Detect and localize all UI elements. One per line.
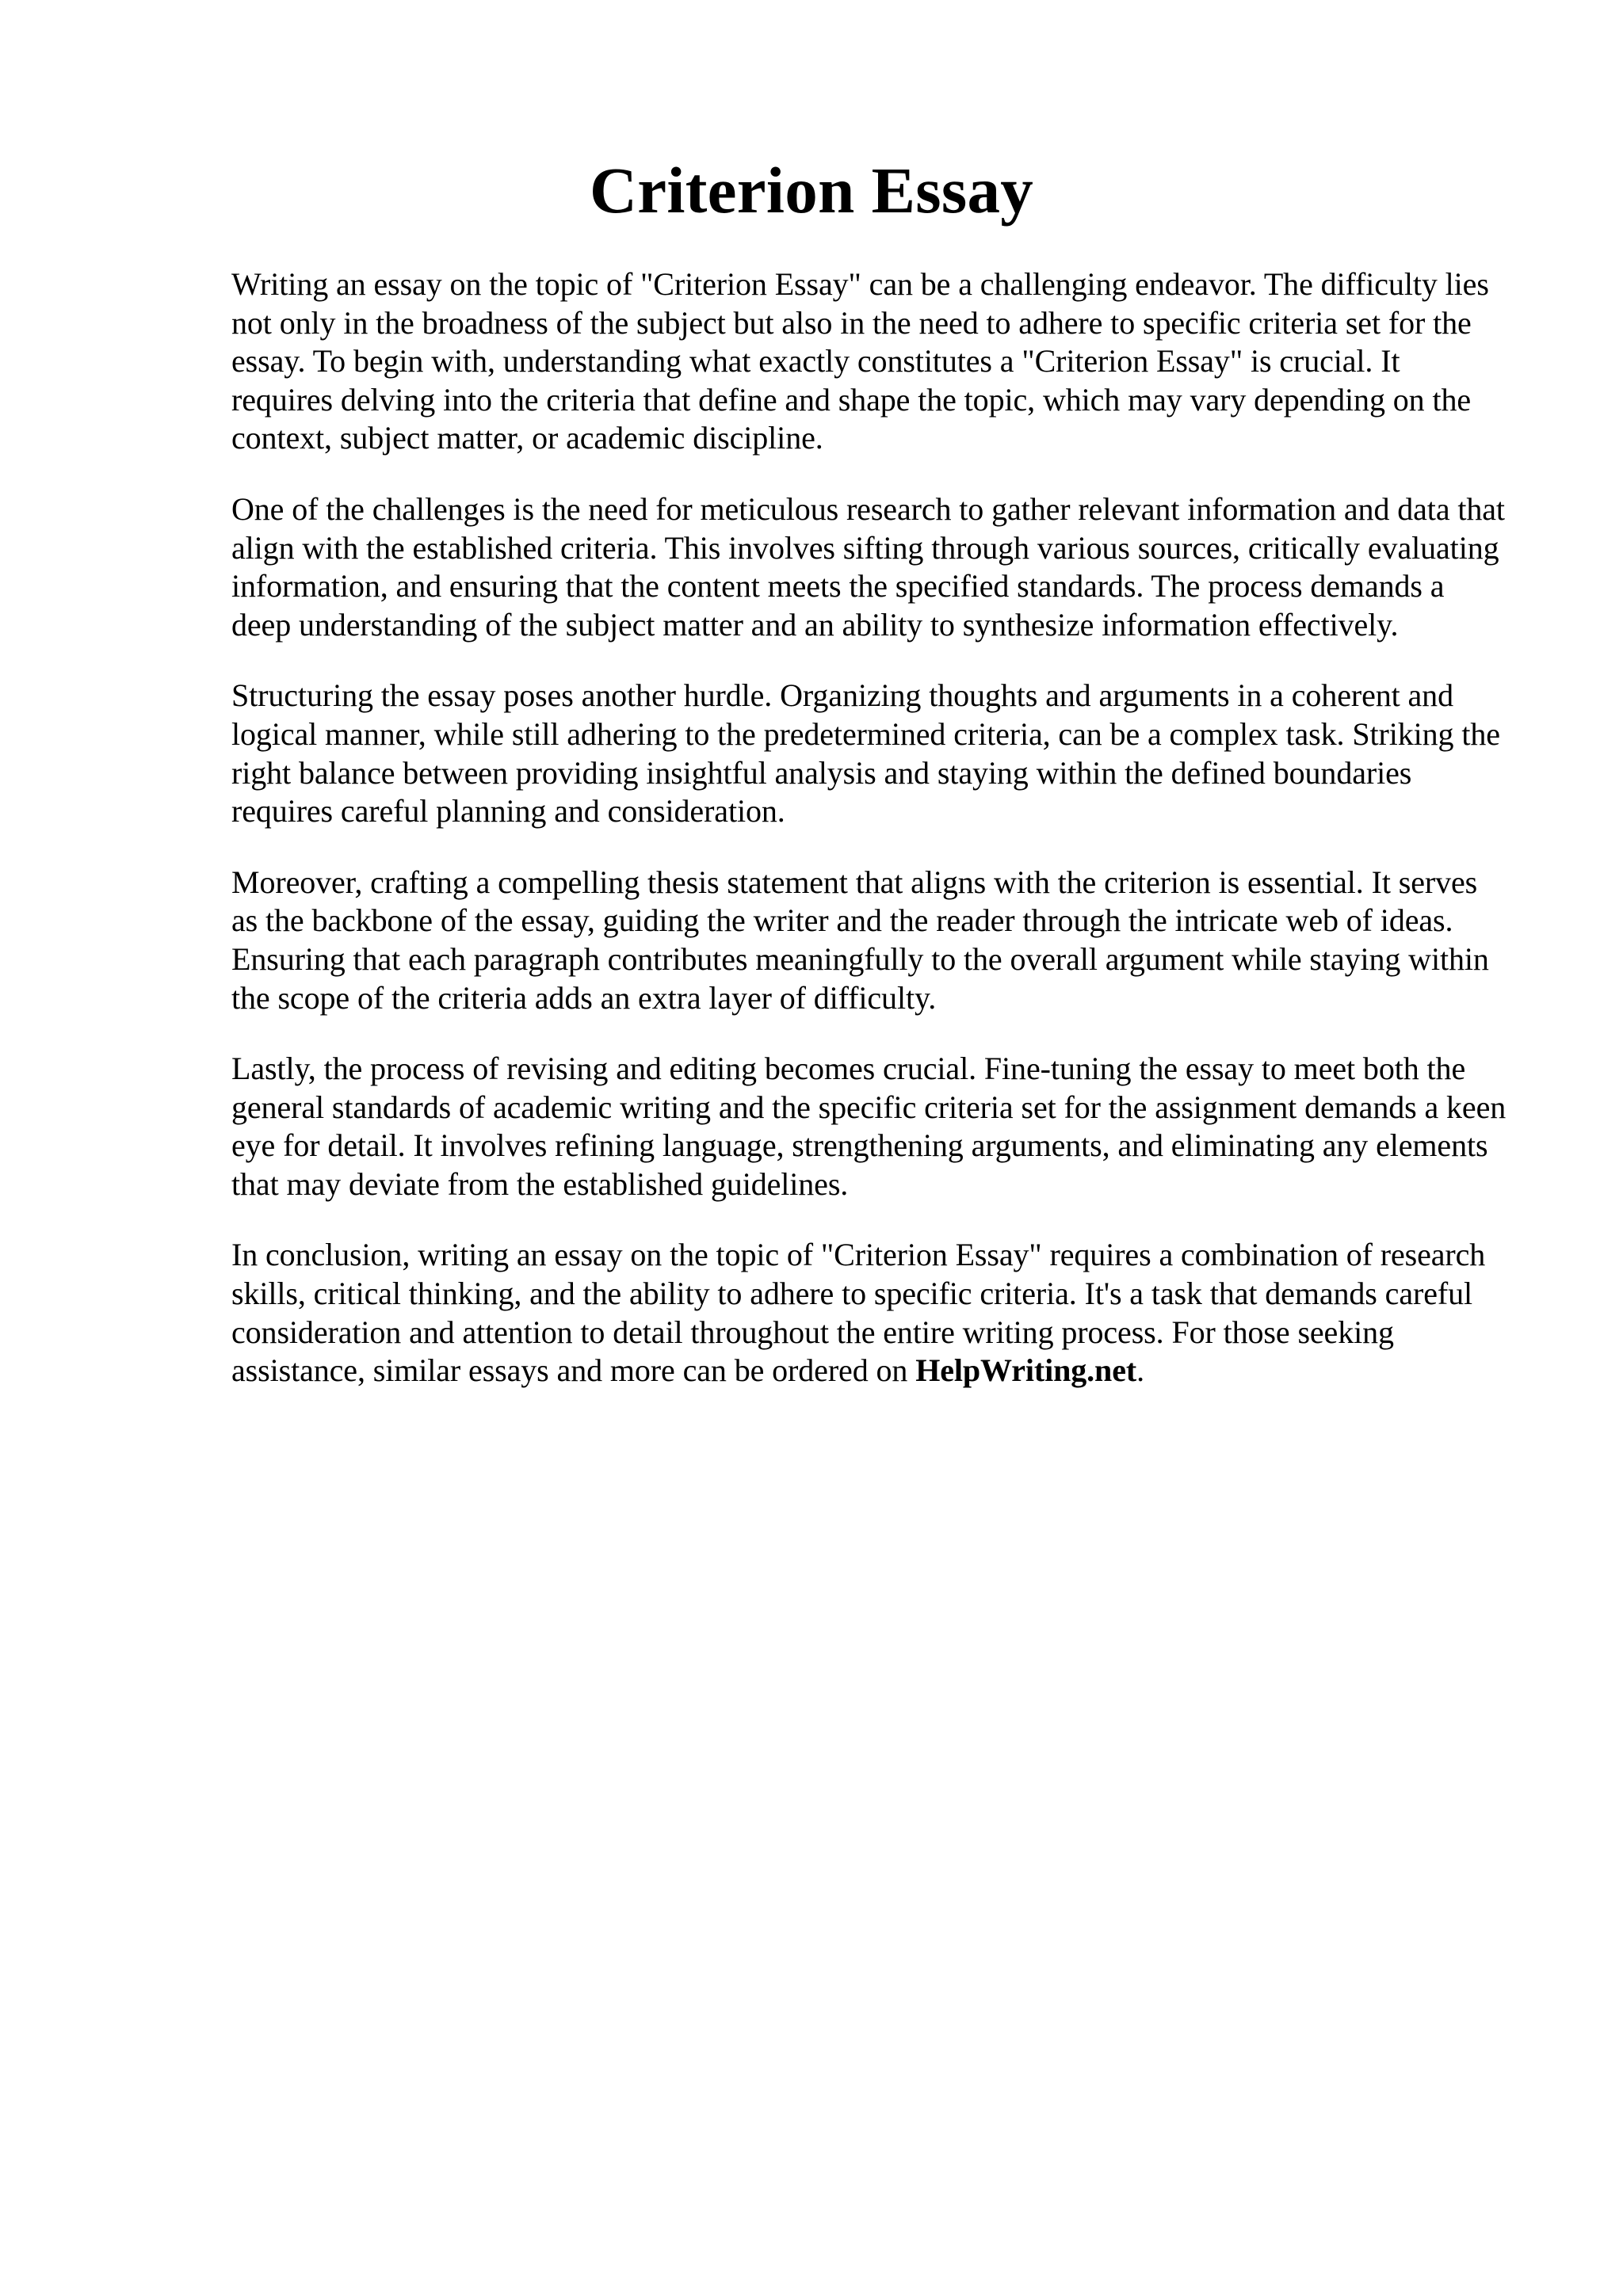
conclusion-text: In conclusion, writing an essay on the topic of "Criterion Essay" requires a combination of research skills, critical thinking, and the ability to adhere to specific criteria. It's a task that demands careful consideration and attention to detail throughout the entire writing process. For those seeking assistance, similar essays and more can be ordered on — [231, 1237, 1486, 1389]
paragraph-4: Moreover, crafting a compelling thesis statement that aligns with the criterion is essential. It serves as the backbone of the essay, guiding the writer and the reader through the intricate web of ideas. Ensuring that each paragraph contributes meaningfully to the overall argument while staying within the scope of the criteria adds an extra layer of difficulty. — [231, 864, 1489, 1016]
paragraph-5: Lastly, the process of revising and editing becomes crucial. Fine-tuning the essay to meet both the general standards of academic writing and the specific criteria set for the assignment demands a keen eye for detail. It involves refining language, strengthening arguments, and eliminating any elements that may deviate from the established guidelines. — [231, 1051, 1507, 1202]
page-title: Criterion Essay — [589, 154, 1034, 227]
paragraph-2: One of the challenges is the need for meticulous research to gather relevant information and data that align with the established criteria. This involves sifting through various sources, critically evaluating information, and ensuring that the content meets the specified standards. The process demands a deep understanding of the subject matter and an ability to synthesize information effectively. — [231, 490, 1505, 643]
paragraph-1: Writing an essay on the topic of "Criterion Essay" can be a challenging endeavor. The difficulty lies not only in the broadness of the subject but also in the need to adhere to specific criteria set for the essay. To begin with, understanding what exactly constitutes a "Criterion Essay" is crucial. It requires delving into the criteria that define and shape the topic, which may vary depending on the context, subject matter, or academic discipline. — [231, 266, 1489, 456]
paragraph-3: Structuring the essay poses another hurdle. Organizing thoughts and arguments in a coherent and logical manner, while still adhering to the predetermined criteria, can be a complex task. Striking the right balance between providing insightful analysis and staying within the defined boundaries requires careful planning and consideration. — [231, 677, 1500, 830]
conclusion-paragraph — [231, 1236, 1507, 1390]
essay-body — [231, 265, 1507, 1423]
brand-name: HelpWriting.net — [915, 1352, 1137, 1389]
conclusion-period: . — [1136, 1352, 1144, 1389]
